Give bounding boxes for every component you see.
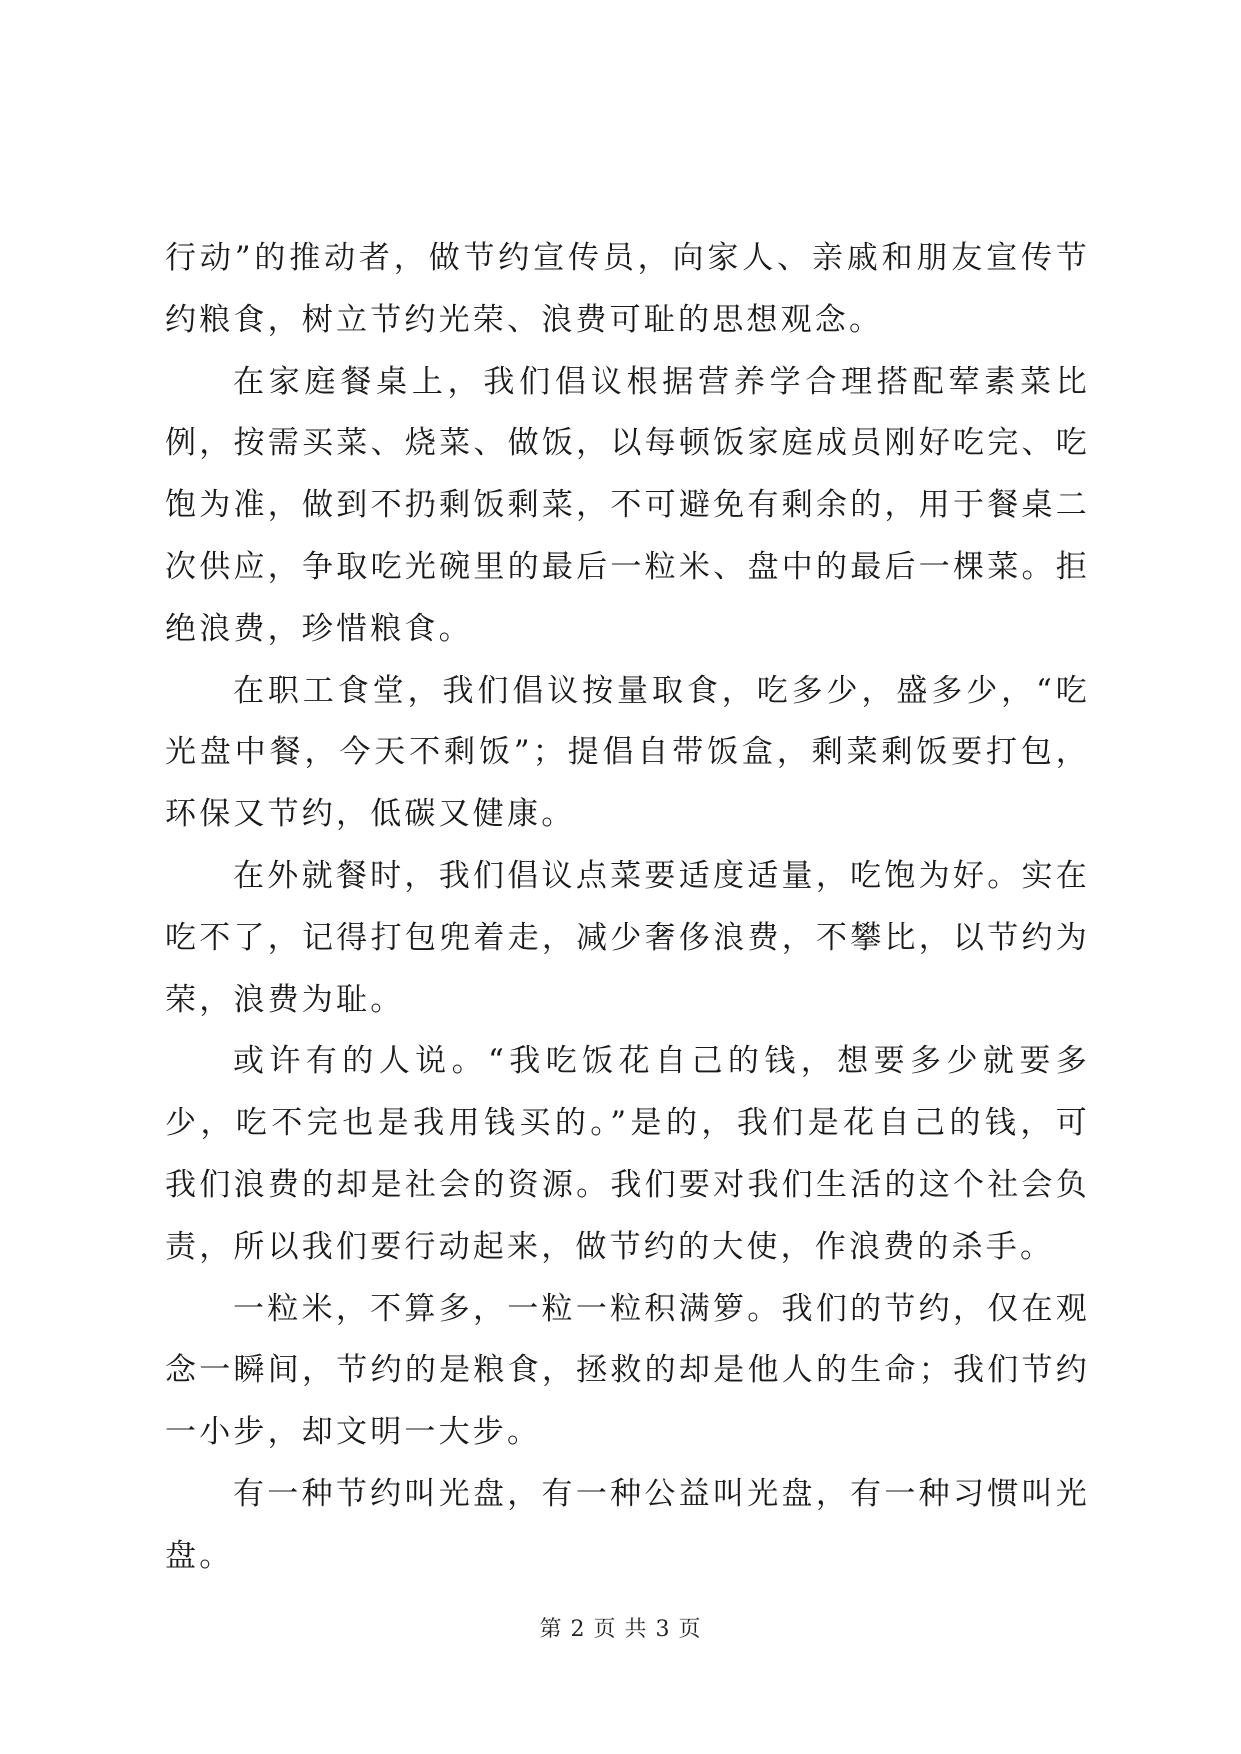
paragraph-1: 行动”的推动者，做节约宣传员，向家人、亲戚和朋友宣传节约粮食，树立节约光荣、浪费可耻的思想观念。 bbox=[165, 240, 1090, 338]
paragraph-5: 或许有的人说。“我吃饭花自己的钱，想要多少就要多少，吃不完也是我用钱买的。”是的，我们是花自己的钱，可我们浪费的却是社会的资源。我们要对我们生活的这个社会负责，所以我们要行动起来，做节约的大使，作浪费的杀手。 bbox=[165, 1043, 1090, 1265]
paragraph-7: 有一种节约叫光盘，有一种公益叫光盘，有一种习惯叫光盘。 bbox=[165, 1475, 1090, 1574]
paragraph-2: 在家庭餐桌上，我们倡议根据营养学合理搭配荤素菜比例，按需买菜、烧菜、做饭，以每顿饭家庭成员刚好吃完、吃饱为准，做到不扔剩饭剩菜，不可避免有剩余的，用于餐桌二次供应，争取吃光碗里的最后一粒米、盘中的最后一棵菜。拒绝浪费，珍惜粮食。 bbox=[165, 363, 1090, 647]
page-number-footer: 第 2 页 共 3 页 bbox=[539, 1617, 702, 1642]
paragraph-6: 一粒米，不算多，一粒一粒积满箩。我们的节约，仅在观念一瞬间，节约的是粮食，拯救的却是他人的生命；我们节约一小步，却文明一大步。 bbox=[165, 1290, 1090, 1451]
document-body bbox=[165, 228, 1090, 1588]
paragraph-3: 在职工食堂，我们倡议按量取食，吃多少，盛多少，“吃光盘中餐，今天不剩饭”；提倡自带饭盒，剩菜剩饭要打包，环保又节约，低碳又健康。 bbox=[165, 672, 1090, 833]
paragraph-4: 在外就餐时，我们倡议点菜要适度适量，吃饱为好。实在吃不了，记得打包兜着走，减少奢侈浪费，不攀比，以节约为荣，浪费为耻。 bbox=[165, 857, 1090, 1018]
